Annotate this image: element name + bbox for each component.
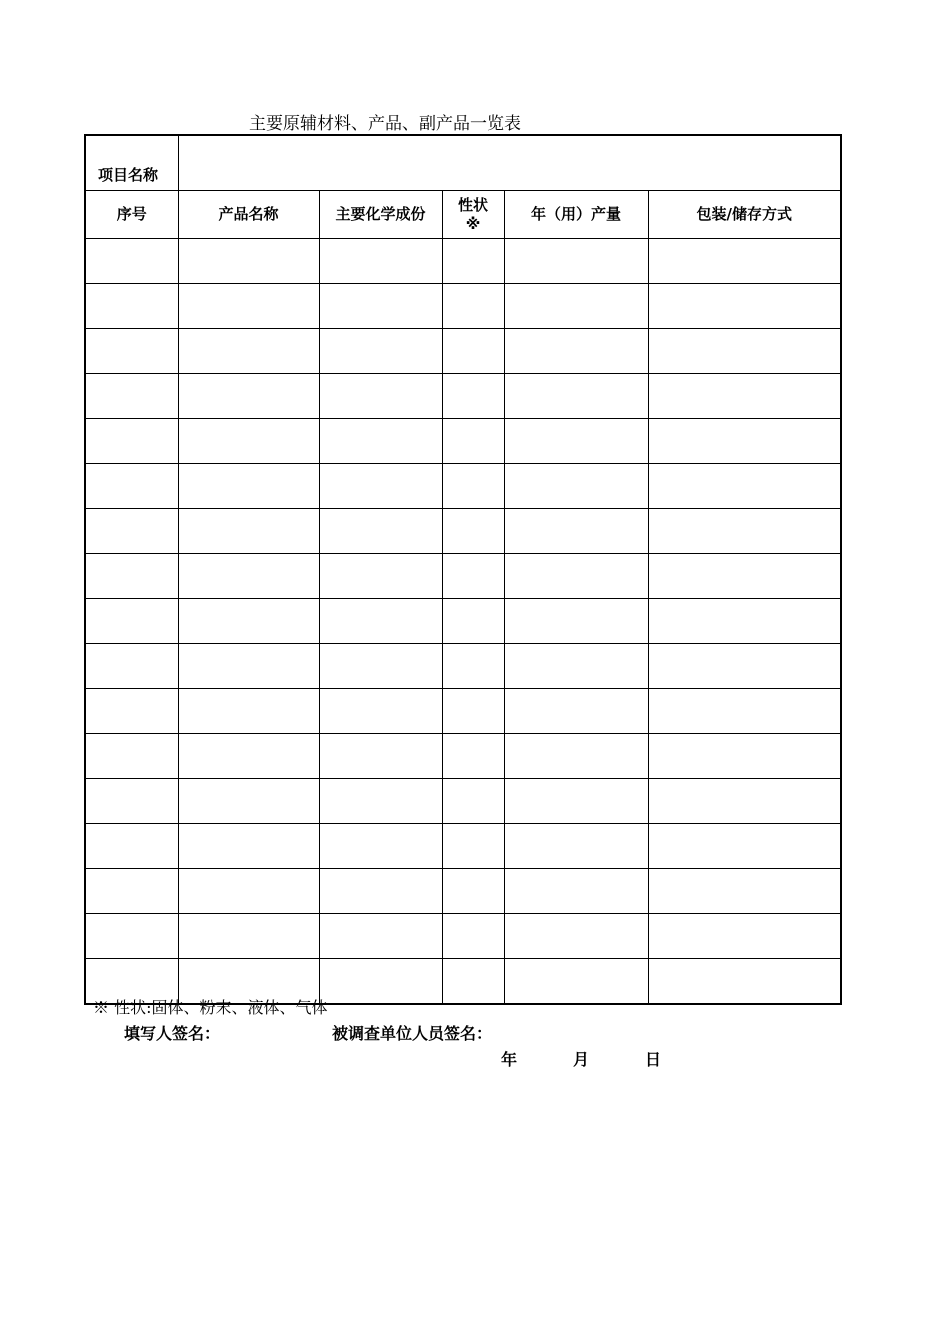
table-row <box>85 734 841 779</box>
cell-chemical-composition[interactable] <box>319 419 442 464</box>
cell-chemical-composition[interactable] <box>319 914 442 959</box>
project-name-field[interactable] <box>178 135 841 191</box>
respondent-signature-label: 被调查单位人员签名： <box>332 1024 493 1043</box>
cell-index[interactable] <box>85 689 178 734</box>
cell-packaging[interactable] <box>648 779 841 824</box>
cell-product-name[interactable] <box>178 374 319 419</box>
date-day-label: 日 <box>645 1050 662 1069</box>
cell-packaging[interactable] <box>648 959 841 1005</box>
cell-packaging[interactable] <box>648 869 841 914</box>
table-row <box>85 374 841 419</box>
form-footnote: ※ 性状:固体、粉末、液体、气体 <box>93 998 328 1017</box>
cell-annual-output[interactable] <box>504 374 648 419</box>
cell-product-name[interactable] <box>178 284 319 329</box>
table-row <box>85 779 841 824</box>
cell-form[interactable] <box>442 869 504 914</box>
cell-form[interactable] <box>442 824 504 869</box>
cell-form[interactable] <box>442 959 504 1005</box>
cell-packaging[interactable] <box>648 914 841 959</box>
cell-chemical-composition[interactable] <box>319 599 442 644</box>
cell-packaging[interactable] <box>648 554 841 599</box>
cell-annual-output[interactable] <box>504 824 648 869</box>
cell-product-name[interactable] <box>178 239 319 284</box>
cell-product-name[interactable] <box>178 419 319 464</box>
cell-chemical-composition[interactable] <box>319 779 442 824</box>
cell-packaging[interactable] <box>648 509 841 554</box>
cell-chemical-composition[interactable] <box>319 554 442 599</box>
cell-annual-output[interactable] <box>504 464 648 509</box>
cell-form[interactable] <box>442 554 504 599</box>
cell-chemical-composition[interactable] <box>319 824 442 869</box>
cell-chemical-composition[interactable] <box>319 464 442 509</box>
cell-index[interactable] <box>85 824 178 869</box>
cell-chemical-composition[interactable] <box>319 689 442 734</box>
cell-index[interactable] <box>85 779 178 824</box>
cell-form[interactable] <box>442 914 504 959</box>
cell-chemical-composition[interactable] <box>319 329 442 374</box>
cell-annual-output[interactable] <box>504 914 648 959</box>
cell-annual-output[interactable] <box>504 779 648 824</box>
col-header-chemical-composition-label: 主要化学成份 <box>335 205 426 223</box>
cell-packaging[interactable] <box>648 689 841 734</box>
table-row <box>85 689 841 734</box>
project-name-row <box>85 135 841 191</box>
cell-index[interactable] <box>85 239 178 284</box>
cell-index[interactable] <box>85 869 178 914</box>
table-row <box>85 644 841 689</box>
cell-form[interactable] <box>442 509 504 554</box>
table-row <box>85 329 841 374</box>
cell-index[interactable] <box>85 644 178 689</box>
cell-product-name[interactable] <box>178 734 319 779</box>
cell-form[interactable] <box>442 779 504 824</box>
cell-product-name[interactable] <box>178 464 319 509</box>
cell-form[interactable] <box>442 464 504 509</box>
cell-packaging[interactable] <box>648 464 841 509</box>
cell-chemical-composition[interactable] <box>319 239 442 284</box>
cell-annual-output[interactable] <box>504 599 648 644</box>
cell-product-name[interactable] <box>178 689 319 734</box>
cell-index[interactable] <box>85 509 178 554</box>
cell-annual-output[interactable] <box>504 239 648 284</box>
table-row <box>85 599 841 644</box>
table-row <box>85 239 841 284</box>
table-row <box>85 464 841 509</box>
project-name-label: 项目名称 <box>85 135 178 191</box>
col-header-product-name: 产品名称 <box>178 191 319 239</box>
date-year-label: 年 <box>501 1050 518 1069</box>
cell-product-name[interactable] <box>178 779 319 824</box>
cell-packaging[interactable] <box>648 374 841 419</box>
cell-annual-output[interactable] <box>504 689 648 734</box>
cell-annual-output[interactable] <box>504 554 648 599</box>
cell-product-name[interactable] <box>178 644 319 689</box>
cell-index[interactable] <box>85 329 178 374</box>
cell-annual-output[interactable] <box>504 329 648 374</box>
cell-index[interactable] <box>85 914 178 959</box>
header-row <box>85 191 841 239</box>
table-row <box>85 869 841 914</box>
cell-index[interactable] <box>85 419 178 464</box>
cell-annual-output[interactable] <box>504 644 648 689</box>
cell-packaging[interactable] <box>648 824 841 869</box>
cell-chemical-composition[interactable] <box>319 374 442 419</box>
cell-index[interactable] <box>85 554 178 599</box>
table-row <box>85 284 841 329</box>
cell-form[interactable] <box>442 644 504 689</box>
cell-chemical-composition[interactable] <box>319 284 442 329</box>
cell-product-name[interactable] <box>178 329 319 374</box>
cell-form[interactable] <box>442 599 504 644</box>
cell-product-name[interactable] <box>178 554 319 599</box>
cell-index[interactable] <box>85 284 178 329</box>
cell-annual-output[interactable] <box>504 869 648 914</box>
cell-packaging[interactable] <box>648 239 841 284</box>
filler-signature-label: 填写人签名： <box>124 1024 221 1043</box>
cell-chemical-composition[interactable] <box>319 734 442 779</box>
table-row <box>85 419 841 464</box>
cell-form[interactable] <box>442 734 504 779</box>
cell-form[interactable] <box>442 419 504 464</box>
cell-index[interactable] <box>85 374 178 419</box>
cell-product-name[interactable] <box>178 824 319 869</box>
cell-annual-output[interactable] <box>504 284 648 329</box>
col-header-form <box>442 191 504 239</box>
col-header-index: 序号 <box>85 191 178 239</box>
cell-form[interactable] <box>442 329 504 374</box>
col-header-chemical-composition <box>319 191 442 239</box>
cell-annual-output[interactable] <box>504 419 648 464</box>
cell-form[interactable] <box>442 374 504 419</box>
date-month-label: 月 <box>573 1050 590 1069</box>
cell-chemical-composition[interactable] <box>319 509 442 554</box>
form-title: 主要原辅材料、产品、副产品一览表 <box>249 114 521 134</box>
cell-product-name[interactable] <box>178 599 319 644</box>
cell-product-name[interactable] <box>178 509 319 554</box>
cell-product-name[interactable] <box>178 869 319 914</box>
cell-chemical-composition[interactable] <box>319 644 442 689</box>
cell-packaging[interactable] <box>648 644 841 689</box>
cell-index[interactable] <box>85 464 178 509</box>
col-header-packaging: 包装/储存方式 <box>648 191 841 239</box>
cell-chemical-composition[interactable] <box>319 869 442 914</box>
cell-packaging[interactable] <box>648 599 841 644</box>
cell-packaging[interactable] <box>648 419 841 464</box>
cell-annual-output[interactable] <box>504 734 648 779</box>
cell-product-name[interactable] <box>178 914 319 959</box>
cell-form[interactable] <box>442 689 504 734</box>
cell-annual-output[interactable] <box>504 509 648 554</box>
cell-annual-output[interactable] <box>504 959 648 1005</box>
col-header-form-mark: ※ <box>465 214 481 233</box>
table-row <box>85 554 841 599</box>
col-header-form-label: 性状 <box>457 195 488 214</box>
materials-table <box>84 134 842 1005</box>
cell-index[interactable] <box>85 599 178 644</box>
cell-form[interactable] <box>442 284 504 329</box>
cell-packaging[interactable] <box>648 329 841 374</box>
table-row <box>85 824 841 869</box>
cell-index[interactable] <box>85 734 178 779</box>
table-row <box>85 509 841 554</box>
table-row <box>85 914 841 959</box>
col-header-annual-output: 年（用）产量 <box>504 191 648 239</box>
cell-packaging[interactable] <box>648 734 841 779</box>
cell-form[interactable] <box>442 239 504 284</box>
cell-packaging[interactable] <box>648 284 841 329</box>
cell-chemical-composition[interactable] <box>319 959 442 1005</box>
